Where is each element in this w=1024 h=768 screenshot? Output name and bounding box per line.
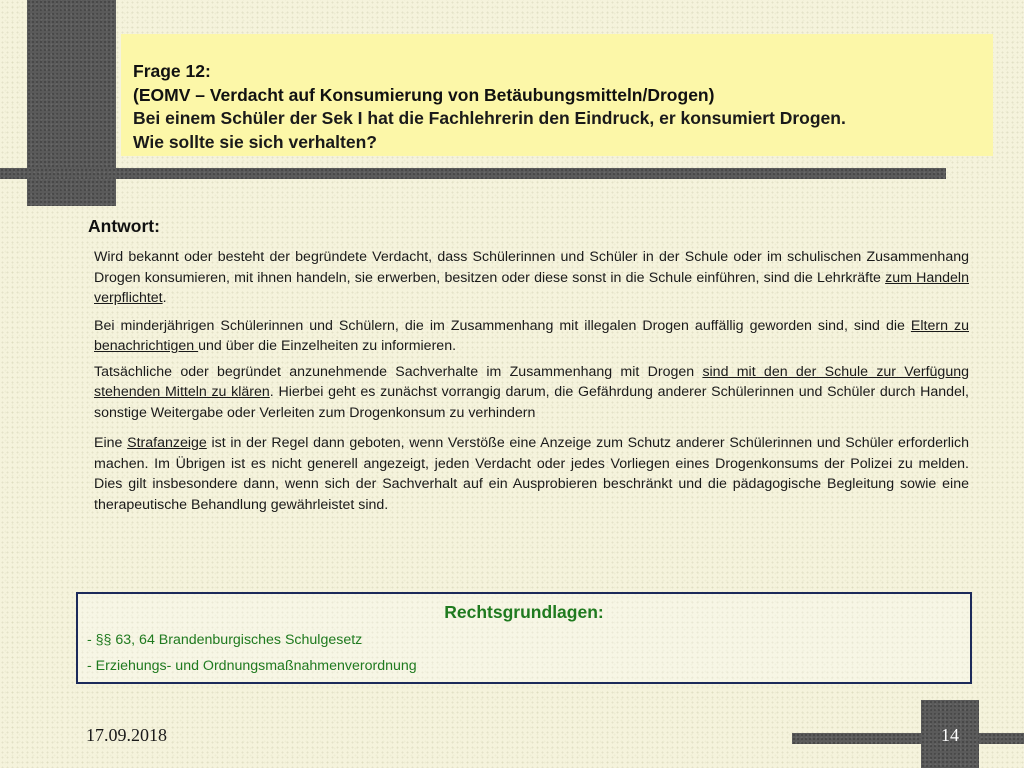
- answer-p2-text-a: Bei minderjährigen Schülerinnen und Schülern, die im Zusammenhang mit illegalen Drogen auffällig geworden sind, sind die: [94, 317, 911, 334]
- answer-paragraph-4: [94, 433, 969, 515]
- answer-paragraph-1: [94, 247, 969, 309]
- answer-p1-text-b: .: [162, 290, 167, 306]
- answer-p4-text-b: ist in der Regel dann geboten, wenn Verstöße eine Anzeige zum Schutz anderer Schülerinnen und Schüler erforderlich machen. Im Übrigen ist es nicht generell angezeigt, jeden Verdacht oder jedes Vorliegen eines Drogenkonsums der Polizei zu melden. Dies gilt insbesondere dann, wenn sich der Sachverhalt auf ein Ausprobieren beschränkt und die pädagogische Begleitung sowie eine therapeutische Behandlung gewährleistet sind.: [94, 435, 969, 513]
- question-text-line-2: Wie sollte sie sich verhalten?: [133, 131, 377, 152]
- answer-p4-underlined: Strafanzeige: [127, 435, 207, 451]
- answer-p3-text-a: Tatsächliche oder begründet anzunehmende Sachverhalte im Zusammenhang mit Drogen: [94, 363, 703, 380]
- decorative-horizontal-bar-bottom: [792, 733, 1024, 744]
- decorative-horizontal-bar-top: [0, 168, 946, 179]
- legal-basis-title: Rechtsgrundlagen:: [444, 602, 604, 622]
- answer-p2-underlined: Eltern zu benachrichtigen: [94, 317, 969, 354]
- legal-basis-item-2: - Erziehungs- und Ordnungsmaßnahmenverordnung: [87, 658, 417, 674]
- answer-paragraph-3: [94, 362, 969, 424]
- question-text-line-1: Bei einem Schüler der Sek I hat die Fachlehrerin den Eindruck, er konsumiert Drogen.: [133, 108, 846, 128]
- legal-basis-box: [76, 592, 972, 684]
- answer-p3-text-b: . Hierbei geht es zunächst vorrangig darum, die Gefährdung anderer Schülerinnen und Schüler durch Handel, sonstige Weitergabe oder Verleiten zum Drogenkonsum zu verhindern: [94, 384, 969, 421]
- answer-heading: Antwort:: [88, 216, 160, 236]
- answer-p1-text-a: Wird bekannt oder besteht der begründete Verdacht, dass Schülerinnen und Schüler in der Schule oder im schulischen Zusammenhang Drogen konsumieren, mit ihnen handeln, sie erwerben, besitzen oder diese sonst in die Schule einführen, sind die Lehrkräfte: [94, 249, 969, 286]
- question-label: Frage 12:: [133, 61, 211, 81]
- answer-p1-underlined: zum Handeln verpflichtet: [94, 269, 969, 306]
- answer-paragraph-2: [94, 316, 969, 357]
- question-box: [121, 34, 993, 156]
- slide-date: 17.09.2018: [86, 725, 167, 745]
- question-topic: (EOMV – Verdacht auf Konsumierung von Betäubungsmitteln/Drogen): [133, 84, 715, 105]
- answer-p4-text-a: Eine: [94, 435, 128, 451]
- answer-p2-text-b: und über die Einzelheiten zu informieren.: [198, 338, 457, 354]
- legal-basis-item-1: - §§ 63, 64 Brandenburgisches Schulgesetz: [87, 632, 363, 648]
- slide-number: 14: [941, 725, 959, 745]
- answer-p3-underlined: sind mit den der Schule zur Verfügung stehenden Mitteln zu klären: [94, 363, 969, 400]
- answer-body: [94, 247, 969, 522]
